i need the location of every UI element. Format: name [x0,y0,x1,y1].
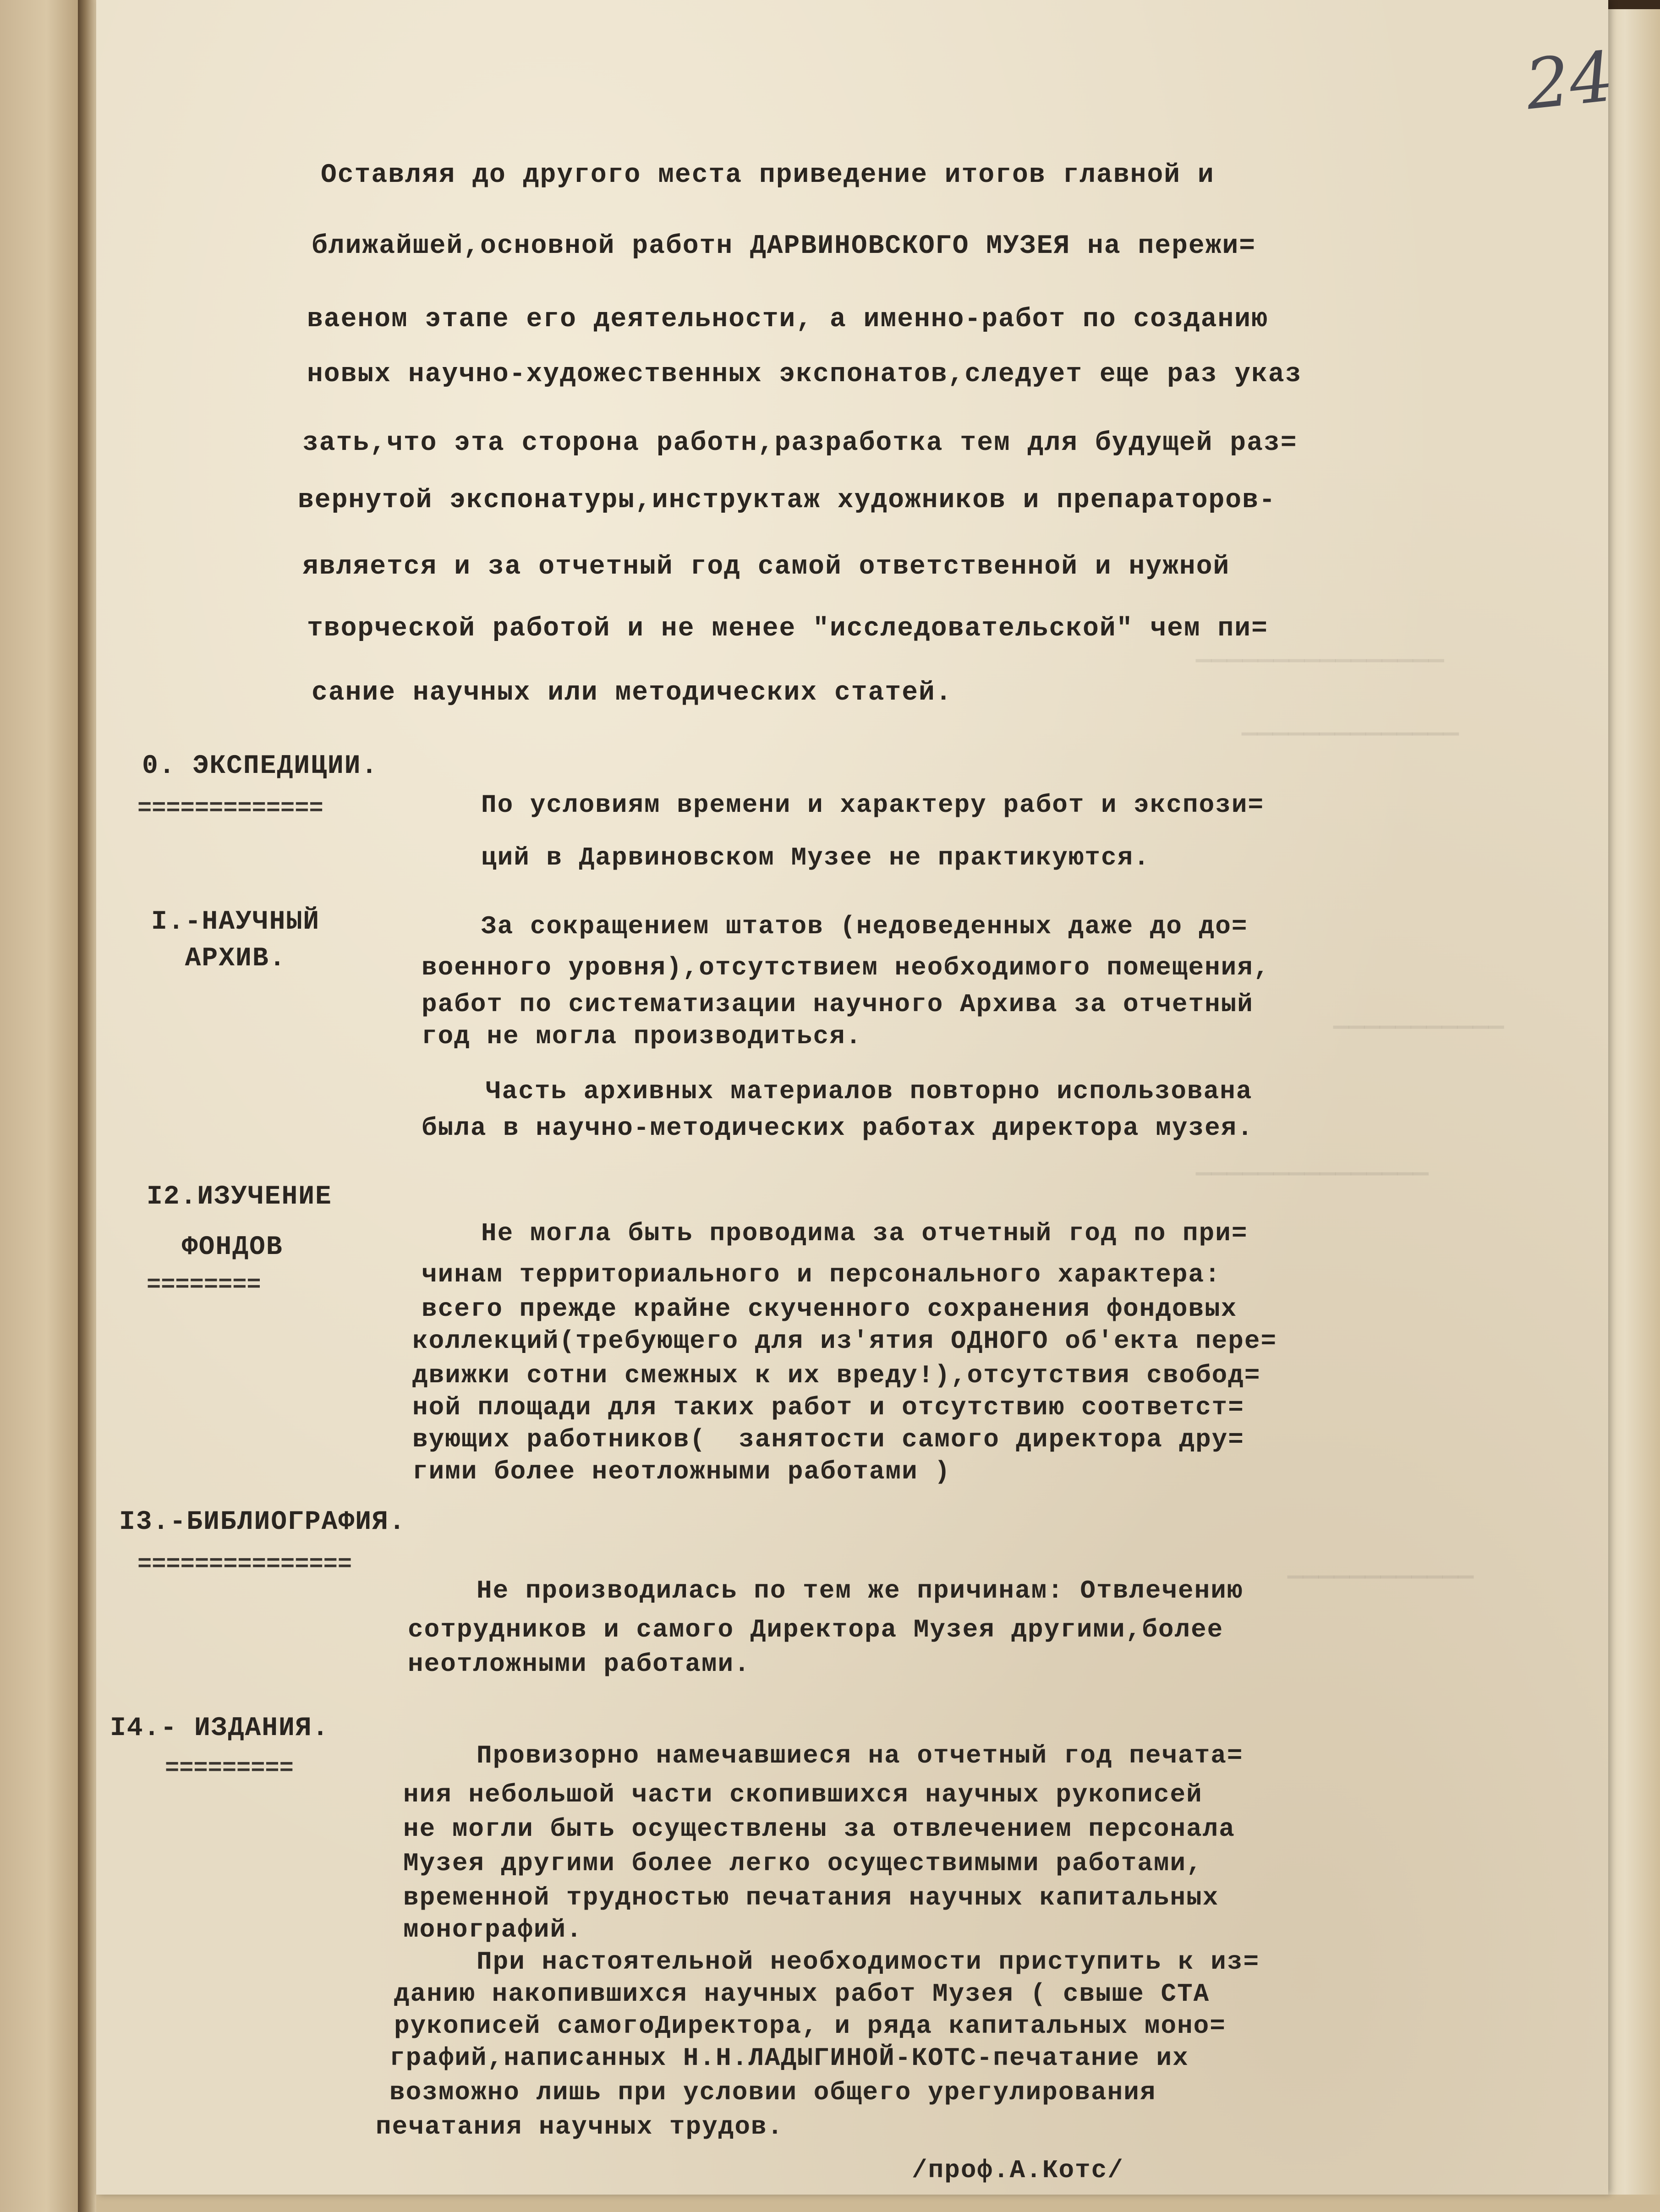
body-line: Музея другими более легко осуществимыми работами, [403,1849,1203,1878]
left-page-edge [0,0,78,2212]
body-line: Часть архивных материалов повторно использована [486,1077,1253,1106]
body-line: графий,написанных Н.Н.ЛАДЫГИНОЙ-КОТС-печатание их [389,2043,1189,2073]
body-line: всего прежде крайне скученного сохранения фондовых [422,1294,1238,1324]
body-line: данию накопившихся научных работ Музея ( свыше СТА [394,1979,1210,2009]
body-line: не могли быть осуществлены за отвлечением персонала [403,1814,1235,1844]
section-heading: АРХИВ. [151,944,286,974]
body-line: Не могла быть проводима за отчетный год по при= [481,1219,1248,1248]
body-line: За сокращением штатов (недоведенных даже до до= [481,912,1248,941]
body-line: ной площади для таких работ и отсутствию соответст= [412,1393,1244,1422]
intro-line: вернутой экспонатуры,инструктаж художников и препараторов- [298,486,1276,515]
intro-line: зать,что эта сторона работн,разработка тем для будущей раз= [302,428,1298,458]
body-line: временной трудностью печатания научных капитальных [403,1883,1219,1912]
bleed-through-texture: ▔▔▔▔▔▔▔▔▔▔▔▔▔▔ [1242,734,1459,756]
body-line: ния небольшой части скопившихся научных рукописей [403,1780,1203,1809]
page-bottom-edge [96,2195,1660,2212]
section-heading: 0. ЭКСПЕДИЦИИ. [142,751,378,781]
heading-underline: =============== [137,1551,352,1578]
heading-underline: ========= [165,1755,294,1782]
section-heading: I.-НАУЧНЫЙ [151,907,320,937]
intro-line: ваеном этапе его деятельности, а именно-работ по созданию [307,305,1268,334]
bleed-through-texture: ▔▔▔▔▔▔▔▔▔▔▔ [1333,1027,1504,1049]
section-heading: ФОНДОВ [165,1232,283,1262]
body-line: печатания научных трудов. [376,2112,784,2141]
body-line: По условиям времени и характеру работ и экспози= [481,790,1265,820]
body-line: ций в Дарвиновском Музее не практикуются. [481,843,1150,872]
section-heading: I4.- ИЗДАНИЯ. [110,1714,329,1743]
intro-line: новых научно-художественных экспонатов,следует еще раз указ [307,360,1302,389]
intro-line: является и за отчетный год самой ответственной и нужной [302,552,1230,582]
page-number: 24 [1522,37,1617,126]
body-line: чинам территориального и персонального характера: [422,1260,1221,1289]
body-line: работ по систематизации научного Архива за отчетный [422,990,1254,1019]
body-line: При настоятельной необходимости приступить к из= [477,1947,1260,1977]
body-line: год не могла производиться. [422,1022,862,1051]
bleed-through-texture: ▔▔▔▔▔▔▔▔▔▔▔▔▔▔▔ [1196,1173,1429,1196]
body-line: военного уровня),отсутствием необходимого помещения, [422,953,1270,982]
body-line: вующих работников( занятости самого директора дру= [412,1425,1244,1454]
body-line: Не производилась по тем же причинам: Отвлечению [477,1576,1244,1605]
body-line: сотрудников и самого Директора Музея другими,более [408,1615,1224,1644]
intro-line: ближайшей,основной работн ДАРВИНОВСКОГО МУЗЕЯ на пережи= [312,231,1256,261]
bleed-through-texture: ▔▔▔▔▔▔▔▔▔▔▔▔▔▔▔▔ [1196,660,1444,683]
signature-line: /проф.А.Котс/ [912,2156,1124,2185]
body-line: неотложными работами. [408,1649,751,1679]
book-gutter [78,0,96,2212]
section-heading: I2.ИЗУЧЕНИЕ [147,1182,332,1212]
intro-line: Оставляя до другого места приведение итогов главной и [321,160,1215,190]
body-line: рукописей самогоДиректора, и ряда капитальных моно= [394,2011,1226,2041]
heading-underline: ============= [137,795,323,822]
intro-line: творческой работой и не менее "исследовательской" чем пи= [307,614,1268,644]
body-line: была в научно-методических работах директора музея. [422,1113,1254,1143]
body-line: монографий. [403,1915,583,1944]
body-line: Провизорно намечавшиеся на отчетный год печата= [477,1741,1244,1770]
heading-underline: ======== [147,1271,261,1298]
body-line: движки сотни смежных к их вреду!),отсутствия свобод= [412,1361,1261,1390]
body-line: гими более неотложными работами ) [412,1457,951,1486]
intro-line: сание научных или методических статей. [312,678,953,708]
bleed-through-texture: ▔▔▔▔▔▔▔▔▔▔▔▔ [1287,1577,1474,1599]
section-heading: I3.-БИБЛИОГРАФИЯ. [119,1507,406,1537]
body-line: возможно лишь при условии общего урегулирования [389,2078,1156,2107]
body-line: коллекций(требующего для из'ятия ОДНОГО об'екта пере= [412,1326,1277,1356]
